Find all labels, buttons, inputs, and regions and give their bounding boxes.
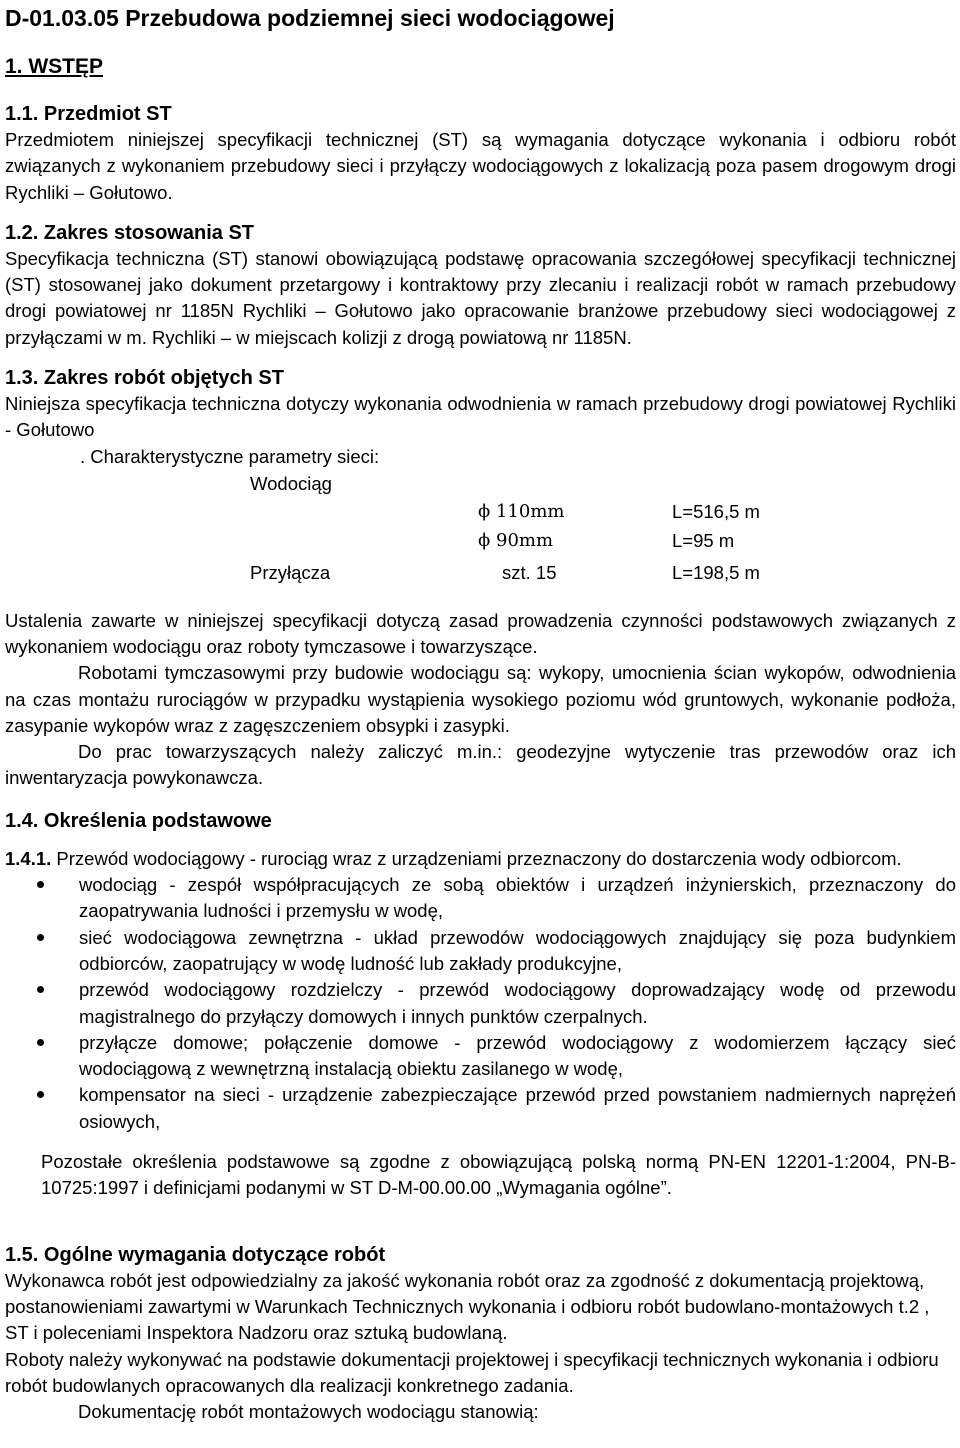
- section-1-4-heading: 1.4. Określenia podstawowe: [5, 809, 272, 832]
- definitions-list: [5, 872, 956, 1135]
- connections-length: L=198,5 m: [672, 561, 760, 583]
- list-item-text: wodociąg - zespół współpracujących ze sobą obiektów i urządzeń inżynierskich, przeznaczony do zaopatrywania ludności i przemysłu w wodę,: [79, 874, 956, 922]
- network-parameters: [5, 444, 956, 560]
- section-1-3-paragraph-1: Ustalenia zawarte w niniejszej specyfikacji dotyczą zasad prowadzenia czynności podstawowych związanych z wykonaniem wodociągu oraz roboty tymczasowe i towarzyszące.: [5, 609, 956, 657]
- pipe-90-length: L=95 m: [672, 529, 735, 551]
- section-1-3-paragraph-3: Do prac towarzyszących należy zaliczyć m.in.: geodezyjne wytyczenie tras przewodów oraz ich inwentaryzacja powykonawcza.: [5, 741, 956, 789]
- water-main-label: Wodociąg: [250, 472, 332, 494]
- section-1-1-heading: 1.1. Przedmiot ST: [5, 103, 172, 125]
- list-item-text: kompensator na sieci - urządzenie zabezpieczające przewód przed powstaniem nadmiernych naprężeń osiowych,: [79, 1084, 956, 1132]
- connections-label: Przyłącza: [250, 561, 331, 583]
- list-item: [5, 977, 956, 1030]
- pipe-110-length: L=516,5 m: [672, 500, 760, 522]
- list-item: [5, 1030, 956, 1083]
- list-item-text: przewód wodociągowy rozdzielczy - przewód wodociągowy doprowadzający wodę od przewodu magistralnego do przyłączy domowych i innych punktów czerpalnych.: [79, 979, 956, 1027]
- list-item: [5, 1082, 956, 1135]
- list-item: [5, 925, 956, 978]
- section-1-heading: 1. WSTĘP: [5, 55, 104, 78]
- list-item-text: sieć wodociągowa zewnętrzna - układ przewodów wodociągowych znajdujący się poza budynkiem odbiorców, zaopatrujący w wodę ludność lub zakłady produkcyjne,: [79, 926, 956, 974]
- definition-number: 1.4.1.: [5, 847, 52, 869]
- list-item: [5, 872, 956, 925]
- connections-row: [5, 560, 956, 608]
- section-1-3-body: Niniejsza specyfikacja techniczna dotyczy wykonania odwodnienia w ramach przebudowy drogi powiatowej Rychliki - Gołutowo: [5, 393, 956, 441]
- section-1-5-paragraph-2: Roboty należy wykonywać na podstawie dokumentacji projektowej i specyfikacji technicznych wykonania i odbioru robót budowlanych opracowanych dla realizacji konkretnego zadania.: [5, 1348, 939, 1396]
- pipe-110-diameter: ϕ 110mm: [478, 500, 565, 522]
- section-1-1-body: Przedmiotem niniejszej specyfikacji technicznej (ST) są wymagania dotyczące wykonania i odbioru robót związanych z wykonaniem przebudowy sieci i przyłączy wodociągowych z lokalizacją poza pasem drogowym drogi Rychliki – Gołutowo.: [5, 129, 956, 203]
- section-1-4-closing: Pozostałe określenia podstawowe są zgodne z obowiązującą polską normą PN-EN 12201-1:2004, PN-B-10725:1997 i definicjami podanymi w ST D-M-00.00.00 „Wymagania ogólne”.: [41, 1151, 956, 1199]
- params-intro: . Charakterystyczne parametry sieci:: [80, 445, 380, 467]
- bullet-icon: [37, 934, 44, 941]
- document-page: [5, 0, 956, 1425]
- section-1-2-body: Specyfikacja techniczna (ST) stanowi obowiązującą podstawę opracowania szczegółowej specyfikacji technicznej (ST) stosowanej jako dokument przetargowy i kontraktowy przy zlecaniu i realizacji robót w ramach przebudowy drogi powiatowej nr 1185N Rychliki – Gołutowo jako opracowanie branżowe przebudowy sieci wodociągowej z przyłączami w m. Rychliki – w miejscach kolizji z drogą powiatową nr 1185N.: [5, 247, 956, 348]
- section-1-3-paragraph-2: Robotami tymczasowymi przy budowie wodociągu są: wykopy, umocnienia ścian wykopów, odwodnienia na czas montażu rurociągów w przypadku wystąpienia wysokiego poziomu wód gruntowych, wykonanie podłoża, zasypanie wykopów wraz z zagęszczeniem obsypki i zasypki.: [5, 662, 956, 736]
- section-1-5-heading: 1.5. Ogólne wymagania dotyczące robót: [5, 1243, 386, 1266]
- section-1-5-paragraph-3: Dokumentację robót montażowych wodociągu stanowią:: [78, 1401, 539, 1423]
- list-item-text: przyłącze domowe; połączenie domowe - przewód wodociągowy z wodomierzem łączący sieć wodociągową z wewnętrzną instalacją obiektu zasilanego w wodę,: [79, 1031, 956, 1080]
- bullet-icon: [37, 1039, 44, 1046]
- section-1-5-paragraph-1: Wykonawca robót jest odpowiedzialny za jakość wykonania robót oraz za zgodność z dokumentacją projektową, postanowieniami zawartymi w Warunkach Technicznych wykonania i odbioru robót budowlano-montażowych t.2 , ST i poleceniami Inspektora Nadzoru oraz sztuką budowlaną.: [5, 1269, 930, 1344]
- pipe-90-diameter: ϕ 90mm: [478, 529, 554, 551]
- connections-count: szt. 15: [502, 561, 557, 583]
- document-title: D-01.03.05 Przebudowa podziemnej sieci wodociągowej: [5, 5, 615, 31]
- bullet-icon: [37, 881, 44, 888]
- section-1-3-heading: 1.3. Zakres robót objętych ST: [5, 367, 284, 390]
- bullet-icon: [37, 986, 44, 993]
- definition-text: Przewód wodociągowy - rurociąg wraz z urządzeniami przeznaczony do dostarczenia wody odbiorcom.: [51, 847, 902, 869]
- definition-1-4-1: [5, 846, 956, 872]
- section-1-2-heading: 1.2. Zakres stosowania ST: [5, 221, 254, 244]
- bullet-icon: [37, 1091, 44, 1098]
